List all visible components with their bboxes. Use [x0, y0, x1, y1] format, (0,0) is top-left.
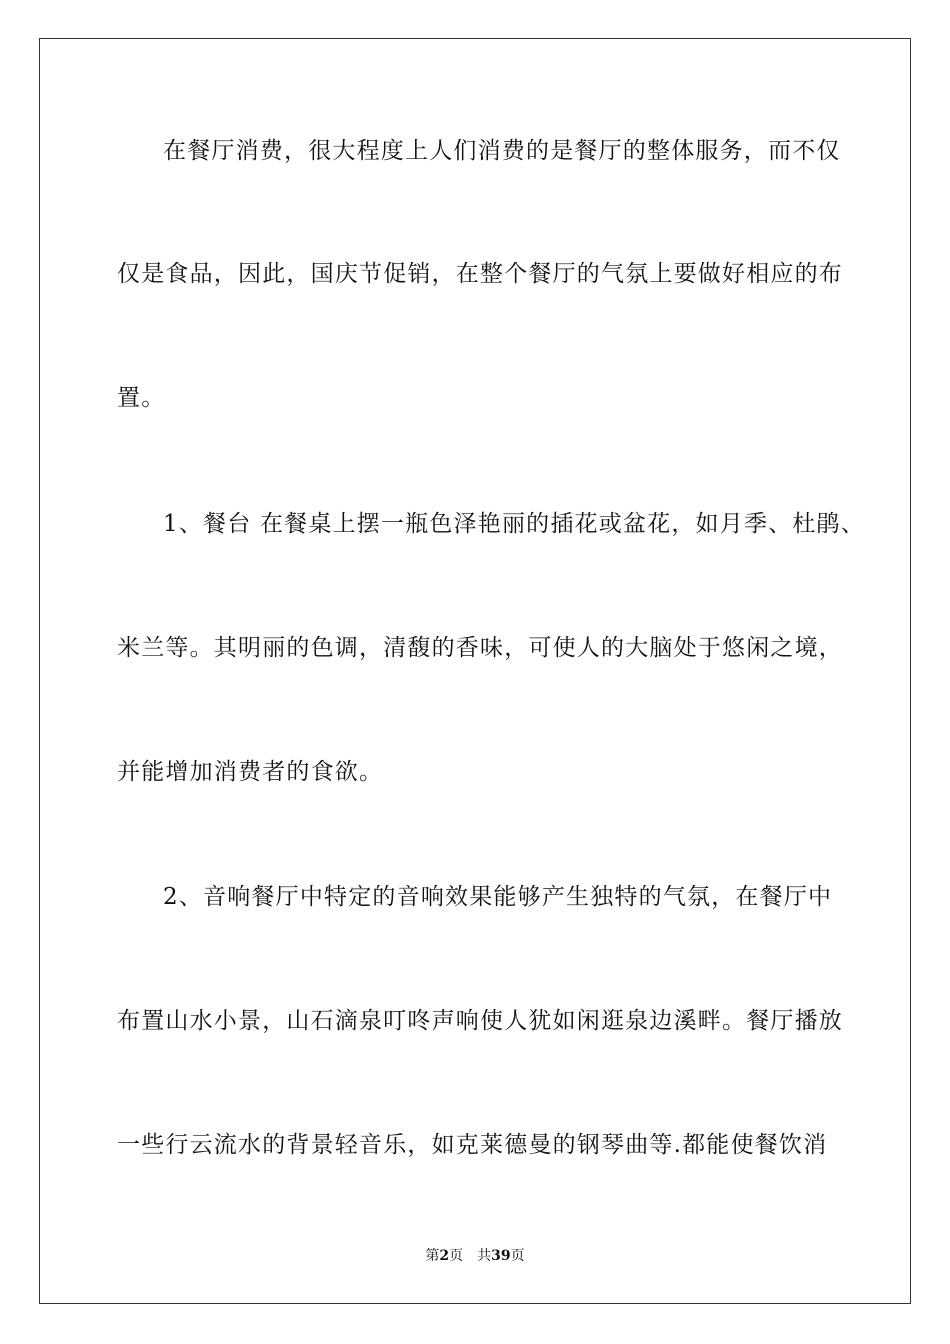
- footer-page-total: 39: [491, 1248, 511, 1264]
- paragraph-line-9: 一些行云流水的背景轻音乐，如克莱德曼的钢琴曲等.都能使餐饮消: [117, 1132, 828, 1158]
- page-footer: [0, 1246, 950, 1266]
- paragraph-line-5: 米兰等。其明丽的色调，清馥的香味，可使人的大脑处于悠闲之境，: [117, 635, 843, 661]
- paragraph-line-2: 仅是食品，因此，国庆节促销，在整个餐厅的气氛上要做好相应的布: [117, 261, 843, 287]
- paragraph-line-8: 布置山水小景，山石滴泉叮咚声响使人犹如闲逛泉边溪畔。餐厅播放: [117, 1008, 843, 1034]
- paragraph-line-7: 2、音响餐厅中特定的音响效果能够产生独特的气氛，在餐厅中: [163, 884, 833, 910]
- footer-total-prefix: 共: [477, 1248, 492, 1264]
- paragraph-line-3: 置。: [117, 385, 166, 411]
- paragraph-line-4: 1、餐台 在餐桌上摆一瓶色泽艳丽的插花或盆花，如月季、杜鹃、: [163, 511, 865, 537]
- footer-page-suffix: 页: [449, 1248, 464, 1264]
- paragraph-line-6: 并能增加消费者的食欲。: [117, 759, 384, 785]
- footer-total-suffix: 页: [510, 1248, 525, 1264]
- paragraph-line-1: 在餐厅消费，很大程度上人们消费的是餐厅的整体服务，而不仅: [163, 138, 841, 164]
- footer-page-prefix: 第: [425, 1248, 440, 1264]
- footer-page-current: 2: [439, 1248, 450, 1264]
- page-border: [39, 38, 911, 1304]
